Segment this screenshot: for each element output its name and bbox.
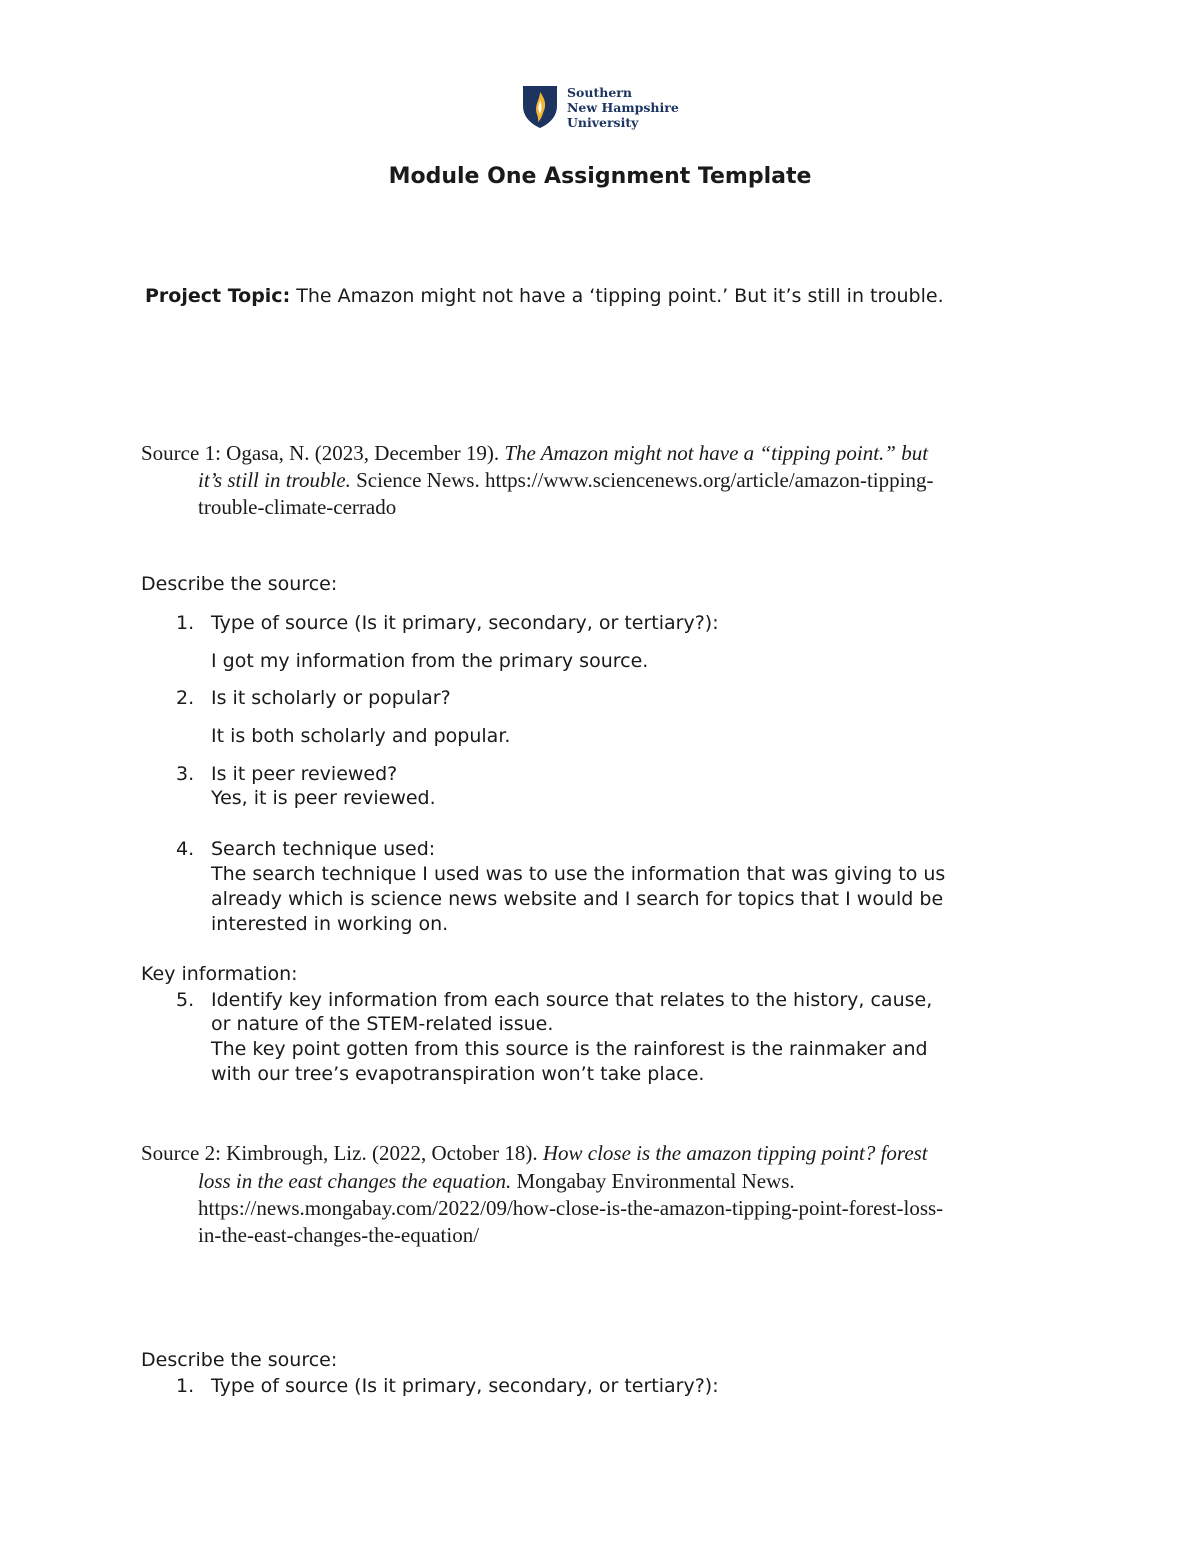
project-topic [145,285,944,307]
snhu-shield-icon [521,84,559,130]
source1-answer-5-line2: with our tree’s evapotranspiration won’t take place. [211,1063,705,1085]
list-number-5: 5. [176,989,195,1011]
project-topic-label: Project Topic: [145,285,291,307]
source1-answer-4-line1: The search technique I used was to use the information that was giving to us [211,863,946,885]
source2-label: Source 2: [141,1141,221,1165]
source2-author-date: Kimbrough, Liz. (2022, October 18). [226,1141,538,1165]
source1-question-5-line1: Identify key information from each source that relates to the history, cause, [211,989,933,1011]
list-number-3: 3. [176,763,195,785]
source1-answer-3: Yes, it is peer reviewed. [211,787,436,809]
source1-question-1: Type of source (Is it primary, secondary, or tertiary?): [211,612,719,634]
source2-title-part1: How close is the amazon tipping point? forest [542,1141,928,1165]
source1-answer-4-line3: interested in working on. [211,913,449,935]
source1-citation-line1 [141,441,928,466]
logo-line-1: Southern [567,84,632,100]
source1-answer-2: It is both scholarly and popular. [211,725,511,747]
source1-author-date: Ogasa, N. (2023, December 19). [226,441,500,465]
key-information-label: Key information: [141,963,298,985]
list-number-4: 4. [176,838,195,860]
source2-publisher: Mongabay Environmental News. [516,1169,795,1193]
source1-question-4: Search technique used: [211,838,436,860]
logo-line-2: New Hampshire [567,99,679,115]
source1-describe-label: Describe the source: [141,573,338,595]
source2-url-line1: https://news.mongabay.com/2022/09/how-close-is-the-amazon-tipping-point-forest-loss- [198,1196,944,1220]
page-title: Module One Assignment Template [388,164,812,189]
source2-url-line2: in-the-east-changes-the-equation/ [198,1223,480,1247]
source1-publisher-url: Science News. https://www.sciencenews.org/article/amazon-tipping- [356,468,934,492]
source1-title-part1: The Amazon might not have a “tipping point.” but [504,441,929,465]
source2-title-part2: loss in the east changes the equation. [198,1169,512,1193]
source2-citation-line1 [141,1141,928,1166]
snhu-logo [521,84,679,130]
source1-url-line: trouble-climate-cerrado [198,495,397,519]
snhu-wordmark [567,85,679,130]
source1-title-part2: it’s still in trouble. [198,468,351,492]
source2-list-number-1: 1. [176,1375,195,1397]
source2-describe-label: Describe the source: [141,1349,338,1371]
list-number-2: 2. [176,687,195,709]
source2-citation-line2 [198,1169,795,1194]
source2-question-1: Type of source (Is it primary, secondary, or tertiary?): [211,1375,719,1397]
source1-label: Source 1: [141,441,221,465]
source1-answer-4-line2: already which is science news website and I search for topics that I would be [211,888,944,910]
source1-citation-line2 [198,468,933,493]
source1-answer-5-line1: The key point gotten from this source is the rainforest is the rainmaker and [211,1038,928,1060]
logo-line-3: University [567,114,639,130]
source1-answer-1: I got my information from the primary source. [211,650,649,672]
project-topic-value: The Amazon might not have a ‘tipping point.’ But it’s still in trouble. [296,285,944,307]
list-number-1: 1. [176,612,195,634]
source1-question-2: Is it scholarly or popular? [211,687,451,709]
source1-question-5-line2: or nature of the STEM-related issue. [211,1013,554,1035]
source1-question-3: Is it peer reviewed? [211,763,398,785]
